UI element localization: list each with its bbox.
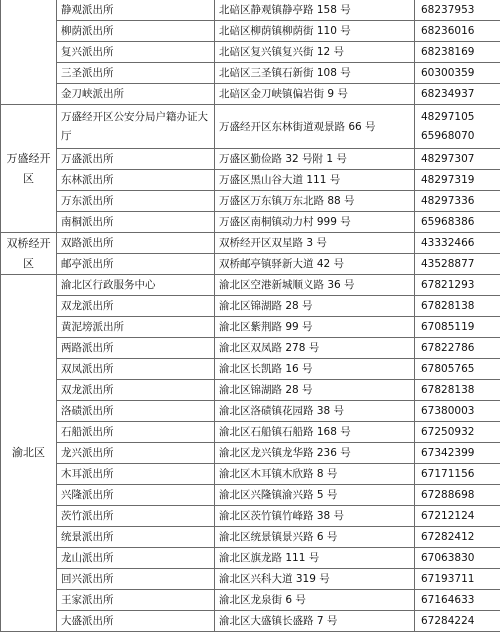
phone-cell: 67821293 [415,275,500,296]
address-cell: 渝北区龙泉街 6 号 [215,590,415,611]
station-name-cell: 万盛经开区公安分局户籍办证大厅 [57,105,215,149]
table-row [1,0,500,21]
phone-cell: 60300359 [415,63,500,84]
table-row [1,590,500,611]
address-cell: 渝北区石船镇石船路 168 号 [215,422,415,443]
address-cell: 北碚区柳荫镇柳荫街 110 号 [215,21,415,42]
station-name-cell: 三圣派出所 [57,63,215,84]
station-name-cell: 双凤派出所 [57,359,215,380]
address-cell: 渝北区茨竹镇竹峰路 38 号 [215,506,415,527]
phone-cell: 67250932 [415,422,500,443]
table-row [1,42,500,63]
address-cell: 渝北区空港新城顺义路 36 号 [215,275,415,296]
address-cell: 渝北区旗龙路 111 号 [215,548,415,569]
table-row [1,527,500,548]
station-name-cell: 万盛派出所 [57,149,215,170]
station-name-cell: 复兴派出所 [57,42,215,63]
station-name-cell: 茨竹派出所 [57,506,215,527]
table-row [1,105,500,149]
table-row [1,63,500,84]
table-row [1,170,500,191]
district-cell: 万盛经开区 [1,105,57,233]
address-cell: 万盛区黑山谷大道 111 号 [215,170,415,191]
address-cell: 渝北区锦湖路 28 号 [215,380,415,401]
phone-number: 48297105 [421,111,474,123]
phone-cell: 68234937 [415,84,500,105]
phone-cell: 48297307 [415,149,500,170]
station-name-cell: 石船派出所 [57,422,215,443]
phone-cell: 67085119 [415,317,500,338]
phone-cell: 67822786 [415,338,500,359]
address-cell: 双桥邮亭镇驿新大道 42 号 [215,254,415,275]
table-row [1,275,500,296]
station-name-cell: 王家派出所 [57,590,215,611]
phone-cell: 65968386 [415,212,500,233]
table-row [1,359,500,380]
table-row [1,548,500,569]
phone-cell: 67288698 [415,485,500,506]
table-row [1,338,500,359]
station-name-cell: 双龙派出所 [57,380,215,401]
station-name-cell: 木耳派出所 [57,464,215,485]
phone-cell: 67284224 [415,611,500,632]
phone-cell: 43528877 [415,254,500,275]
address-cell: 渝北区木耳镇木欣路 8 号 [215,464,415,485]
station-name-cell: 洛碛派出所 [57,401,215,422]
station-name-cell: 兴隆派出所 [57,485,215,506]
station-name-cell: 柳荫派出所 [57,21,215,42]
station-name-cell: 邮亭派出所 [57,254,215,275]
district-cell [1,0,57,105]
table-row [1,401,500,422]
table-row [1,212,500,233]
table-row [1,485,500,506]
address-cell: 渝北区兴隆镇渝兴路 5 号 [215,485,415,506]
station-name-cell: 回兴派出所 [57,569,215,590]
district-cell: 双桥经开区 [1,233,57,275]
address-cell: 万盛区南桐镇动力村 999 号 [215,212,415,233]
table-row [1,506,500,527]
phone-cell: 67342399 [415,443,500,464]
station-name-cell: 金刀峡派出所 [57,84,215,105]
phone-cell [415,105,500,149]
address-cell: 渝北区兴科大道 319 号 [215,569,415,590]
phone-cell: 48297336 [415,191,500,212]
phone-cell: 67828138 [415,380,500,401]
phone-cell: 68236016 [415,21,500,42]
table-row [1,569,500,590]
phone-cell: 67828138 [415,296,500,317]
address-cell: 北碚区复兴镇复兴街 12 号 [215,42,415,63]
table-body [1,0,500,632]
district-cell: 渝北区 [1,275,57,632]
table-row [1,254,500,275]
table-row [1,191,500,212]
station-name-cell: 双龙派出所 [57,296,215,317]
station-name-cell: 龙山派出所 [57,548,215,569]
station-name-cell: 两路派出所 [57,338,215,359]
address-cell: 渝北区长凯路 16 号 [215,359,415,380]
phone-cell: 68238169 [415,42,500,63]
phone-cell: 68237953 [415,0,500,21]
phone-number-secondary: 65968070 [421,130,474,142]
phone-cell: 67164633 [415,590,500,611]
address-cell: 渝北区统景镇景兴路 6 号 [215,527,415,548]
phone-cell: 67171156 [415,464,500,485]
table-row [1,233,500,254]
phone-cell: 67063830 [415,548,500,569]
station-name-cell: 渝北区行政服务中心 [57,275,215,296]
address-cell: 北碚区金刀峡镇偏岩街 9 号 [215,84,415,105]
table-row [1,611,500,632]
address-cell: 渝北区龙兴镇龙华路 236 号 [215,443,415,464]
station-name-cell: 南桐派出所 [57,212,215,233]
address-cell: 双桥经开区双星路 3 号 [215,233,415,254]
address-cell: 渝北区双凤路 278 号 [215,338,415,359]
address-cell: 渝北区大盛镇长盛路 7 号 [215,611,415,632]
station-name-cell: 万东派出所 [57,191,215,212]
table-row [1,380,500,401]
station-name-cell: 东林派出所 [57,170,215,191]
phone-cell: 67805765 [415,359,500,380]
station-name-cell: 双路派出所 [57,233,215,254]
station-name-cell: 统景派出所 [57,527,215,548]
table-row [1,464,500,485]
table-row [1,317,500,338]
table-row [1,21,500,42]
phone-cell: 67212124 [415,506,500,527]
table-row [1,149,500,170]
phone-cell: 67380003 [415,401,500,422]
address-cell: 渝北区洛碛镇花园路 38 号 [215,401,415,422]
address-cell: 万盛经开区东林街道观景路 66 号 [215,105,415,149]
address-cell: 万盛区勤俭路 32 号附 1 号 [215,149,415,170]
table-row [1,443,500,464]
station-name-cell: 黄泥塝派出所 [57,317,215,338]
address-cell: 渝北区紫荆路 99 号 [215,317,415,338]
station-name-cell: 静观派出所 [57,0,215,21]
address-cell: 北碚区三圣镇石新街 108 号 [215,63,415,84]
station-name-cell: 大盛派出所 [57,611,215,632]
address-cell: 万盛区万东镇万东北路 88 号 [215,191,415,212]
phone-cell: 43332466 [415,233,500,254]
phone-cell: 67193711 [415,569,500,590]
address-cell: 渝北区锦湖路 28 号 [215,296,415,317]
table-row [1,296,500,317]
address-cell: 北碚区静观镇静亭路 158 号 [215,0,415,21]
phone-cell: 48297319 [415,170,500,191]
table-row [1,422,500,443]
station-name-cell: 龙兴派出所 [57,443,215,464]
table-row [1,84,500,105]
phone-cell: 67282412 [415,527,500,548]
